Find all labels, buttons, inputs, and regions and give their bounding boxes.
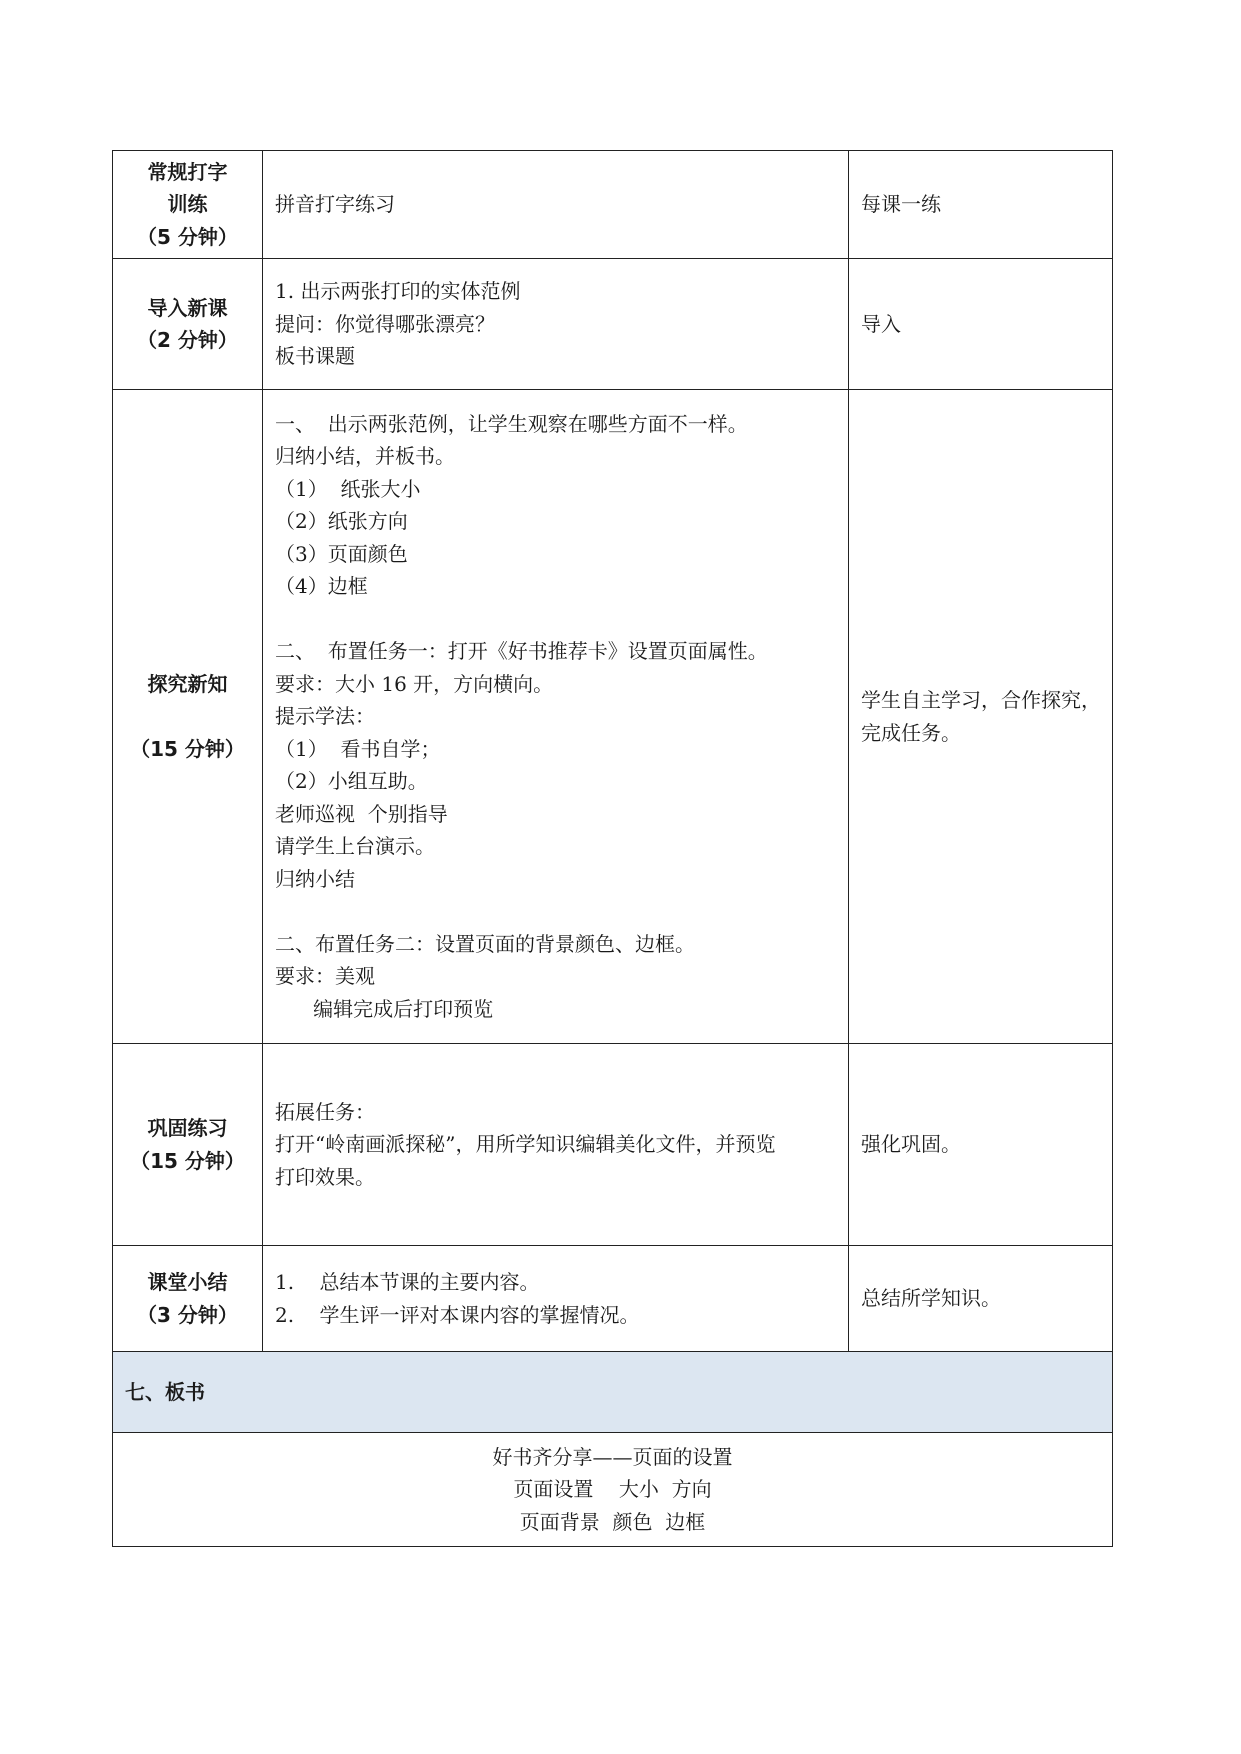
content-line: 二、布置任务二：设置页面的背景颜色、边框。 (275, 931, 695, 956)
board-line: 页面背景 颜色 边框 (519, 1509, 706, 1534)
content-line: 板书课题 (275, 344, 355, 369)
stage-line: 训练 (167, 192, 208, 217)
section-title: 七、板书 (113, 1352, 1113, 1433)
content-line: 提问：你觉得哪张漂亮？ (275, 311, 495, 336)
content-cell (263, 259, 849, 390)
stage-line: 课堂小结 (147, 1270, 228, 1294)
content-line: （4）边框 (275, 574, 368, 599)
stage-line: （2 分钟） (137, 328, 238, 352)
stage-line: 巩固练习 (147, 1116, 228, 1140)
row-class-summary (113, 1246, 1113, 1352)
content-line: （2）纸张方向 (275, 509, 408, 534)
intent-line: 强化巩固。 (861, 1132, 961, 1157)
content-line: （2）小组互助。 (275, 769, 428, 794)
content-cell (263, 1246, 849, 1352)
content-line: 二、 布置任务一：打开《好书推荐卡》设置页面属性。 (275, 639, 768, 664)
stage-cell (113, 1044, 263, 1246)
intent-line: 学生自主学习，合作探究， (861, 688, 1101, 712)
intent-cell (849, 1044, 1113, 1246)
content-line: 归纳小结，并板书。 (275, 444, 455, 469)
content-line: 打开“岭南画派探秘”，用所学知识编辑美化文件，并预览 (275, 1132, 776, 1157)
content-line: 1. 总结本节课的主要内容。 (275, 1270, 540, 1294)
content-line: 拓展任务： (275, 1099, 375, 1124)
content-line: （1） 看书自学； (275, 736, 441, 761)
stage-line: 常规打字 (147, 159, 228, 184)
board-line: 页面设置 大小 方向 (513, 1477, 712, 1502)
stage-cell (113, 390, 263, 1044)
intent-line: 每课一练 (861, 192, 941, 217)
content-line: 老师巡视 个别指导 (275, 801, 448, 826)
stage-cell (113, 1246, 263, 1352)
content-line: （3）页面颜色 (275, 541, 408, 566)
content-line: 编辑完成后打印预览 (275, 996, 494, 1021)
content-line: 要求：美观 (275, 964, 375, 989)
content-line: 一、 出示两张范例，让学生观察在哪些方面不一样。 (275, 411, 748, 436)
content-line: 1. 出示两张打印的实体范例 (275, 279, 521, 304)
stage-line: （15 分钟） (130, 736, 245, 761)
content-line: 归纳小结 (275, 866, 355, 891)
intent-line: 总结所学知识。 (861, 1286, 1001, 1311)
content-line: 要求：大小 16 开，方向横向。 (275, 671, 554, 696)
stage-line: （5 分钟） (137, 224, 238, 249)
row-explore-new-knowledge (113, 390, 1113, 1044)
row-introduction (113, 259, 1113, 390)
intent-cell (849, 1246, 1113, 1352)
stage-line: 导入新课 (147, 295, 228, 320)
board-line: 好书齐分享——页面的设置 (492, 1444, 733, 1469)
stage-cell (113, 259, 263, 390)
stage-cell (113, 151, 263, 259)
lesson-plan-table (112, 150, 1113, 1547)
intent-line: 导入 (861, 311, 901, 336)
stage-line: （15 分钟） (130, 1148, 245, 1173)
content-cell (263, 151, 849, 259)
blackboard-cell (113, 1433, 1113, 1547)
row-consolidation-practice (113, 1044, 1113, 1246)
content-line: 2. 学生评一评对本课内容的掌握情况。 (275, 1302, 640, 1327)
content-line: （1） 纸张大小 (275, 476, 421, 501)
intent-cell (849, 390, 1113, 1044)
content-cell (263, 1044, 849, 1246)
content-line: 拼音打字练习 (275, 192, 395, 217)
content-line: 提示学法： (275, 704, 375, 729)
intent-cell (849, 259, 1113, 390)
stage-line: （3 分钟） (137, 1302, 238, 1327)
stage-line: 探究新知 (147, 671, 228, 696)
content-line: 请学生上台演示。 (275, 834, 435, 859)
intent-line: 完成任务。 (861, 720, 961, 745)
row-blackboard (113, 1433, 1113, 1547)
row-typing-practice (113, 151, 1113, 259)
content-line: 打印效果。 (275, 1164, 375, 1189)
content-cell (263, 390, 849, 1044)
intent-cell (849, 151, 1113, 259)
row-section-heading (113, 1352, 1113, 1433)
